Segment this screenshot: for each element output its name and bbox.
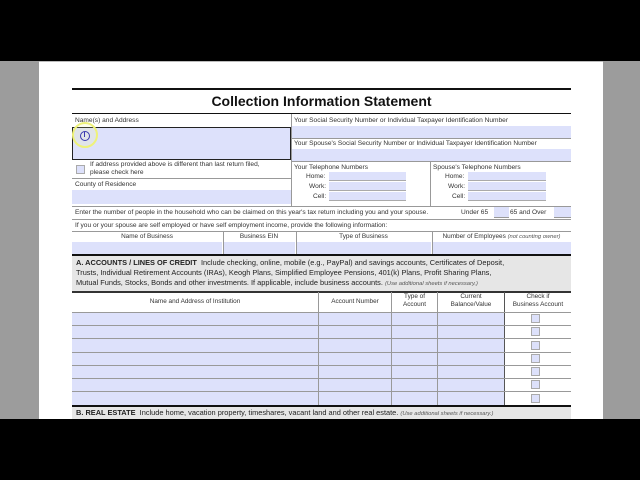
top-rule (72, 88, 571, 90)
table-row-line (72, 352, 571, 353)
pdf-page (39, 61, 603, 419)
divider (504, 292, 505, 405)
table-row-line (72, 325, 571, 326)
home-label: Home: (445, 173, 465, 180)
col-account-number: Account Number (331, 298, 379, 305)
col-type-of-business: Type of Business (339, 233, 388, 240)
col-business-ein: Business EIN (239, 233, 279, 240)
county-label: County of Residence (75, 181, 137, 188)
table-row-line (72, 312, 571, 313)
section-a-note: (Use additional sheets if necessary.) (384, 281, 478, 287)
section-a-line1 (76, 258, 504, 268)
county-field[interactable] (72, 190, 291, 204)
not-counting-owner-note: (not counting owner) (507, 234, 561, 240)
your-work-phone-field[interactable] (329, 182, 406, 191)
your-home-phone-field[interactable] (329, 172, 406, 181)
divider (292, 138, 571, 139)
work-label: Work: (309, 183, 327, 190)
divider (296, 231, 297, 254)
business-ein-field[interactable] (224, 242, 295, 254)
business-account-checkbox[interactable] (531, 380, 540, 389)
section-a-line2: Trusts, Individual Retirement Accounts (IRAs), Keogh Plans, Simplified Employee Pensions, 401(k) Plans, Profit Sharing Plans, (76, 268, 492, 277)
spouse-home-phone-field[interactable] (468, 172, 546, 181)
business-account-checkbox[interactable] (531, 341, 540, 350)
divider (72, 178, 291, 179)
col-institution: Name and Address of Institution (149, 298, 241, 305)
table-row-line (72, 378, 571, 379)
business-account-checkbox[interactable] (531, 354, 540, 363)
section-b-desc: Include home, vacation property, timeshares, vacant land and other real estate. (139, 408, 399, 417)
business-name-field[interactable] (72, 242, 222, 254)
address-different-checkbox[interactable] (76, 165, 85, 174)
col-type-1: Type of (404, 293, 425, 300)
divider (437, 292, 438, 405)
names-address-label: Name(s) and Address (75, 117, 139, 124)
over65-label: 65 and Over (510, 209, 547, 216)
business-account-checkbox[interactable] (531, 314, 540, 323)
business-type-field[interactable] (297, 242, 431, 254)
text-cursor-icon (80, 131, 90, 141)
divider (223, 231, 224, 254)
spouse-cell-phone-field[interactable] (468, 192, 546, 201)
divider (72, 219, 571, 220)
under65-label: Under 65 (461, 209, 489, 216)
home-label: Home: (306, 173, 326, 180)
under65-field[interactable] (494, 207, 509, 218)
section-a-desc3: Mutual Funds, Stocks, Bonds and other investments. If applicable, include business accounts. (76, 278, 383, 287)
address-diff-line1: If address provided above is different than last return filed, (90, 161, 260, 168)
your-phones-label: Your Telephone Numbers (294, 164, 369, 171)
section-a-desc1: Include checking, online, mobile (e.g., PayPal) and savings accounts, Certificates of Deposit, (200, 258, 505, 267)
household-text: Enter the number of people in the household who can be claimed on this year's tax return including you and your spouse. (75, 209, 429, 216)
viewer-background-left (0, 61, 39, 419)
address-diff-line2: please check here (90, 169, 144, 176)
names-address-field[interactable] (72, 127, 291, 160)
col-name-of-business: Name of Business (121, 233, 173, 240)
col-check-2: Business Account (512, 301, 564, 308)
work-label: Work: (448, 183, 466, 190)
over65-field[interactable] (554, 207, 571, 218)
section-a-heading: A. ACCOUNTS / LINES OF CREDIT (76, 258, 197, 267)
self-employed-text: If you or your spouse are self employed or have self employment income, provide the following information: (75, 222, 388, 229)
business-account-checkbox[interactable] (531, 394, 540, 403)
business-account-checkbox[interactable] (531, 327, 540, 336)
ssn-field[interactable] (292, 126, 571, 138)
viewer-background-right (603, 61, 640, 419)
business-account-checkbox[interactable] (531, 367, 540, 376)
spouse-phones-label: Spouse's Telephone Numbers (433, 164, 521, 171)
spouse-work-phone-field[interactable] (468, 182, 546, 191)
col-number-of-employees (432, 233, 571, 241)
title-rule (72, 113, 571, 114)
col-check-1: Check if (526, 293, 550, 300)
divider (72, 231, 571, 232)
divider (318, 292, 319, 405)
section-b-line (76, 408, 493, 419)
col-balance-2: Balance/Value (450, 301, 492, 308)
col-type-2: Account (402, 301, 427, 308)
employees-field[interactable] (433, 242, 571, 254)
cell-label: Cell: (452, 193, 466, 200)
col-employees-label: Number of Employees (442, 233, 506, 240)
table-row-line (72, 365, 571, 366)
divider (430, 162, 431, 207)
table-row-line (72, 391, 571, 392)
section-b-note: (Use additional sheets if necessary.) (400, 411, 494, 417)
ssn-label: Your Social Security Number or Individual Taxpayer Identification Number (294, 117, 509, 124)
divider (292, 161, 571, 162)
spouse-ssn-field[interactable] (292, 149, 571, 161)
your-cell-phone-field[interactable] (329, 192, 406, 201)
spouse-ssn-label: Your Spouse's Social Security Number or Individual Taxpayer Identification Number (294, 140, 537, 147)
section-a-line3 (76, 278, 478, 290)
cell-label: Cell: (313, 193, 327, 200)
col-balance-1: Current (460, 293, 482, 300)
divider (391, 292, 392, 405)
divider (432, 231, 433, 254)
page-title: Collection Information Statement (211, 93, 432, 109)
section-b-heading: B. REAL ESTATE (76, 408, 136, 417)
table-row-line (72, 338, 571, 339)
